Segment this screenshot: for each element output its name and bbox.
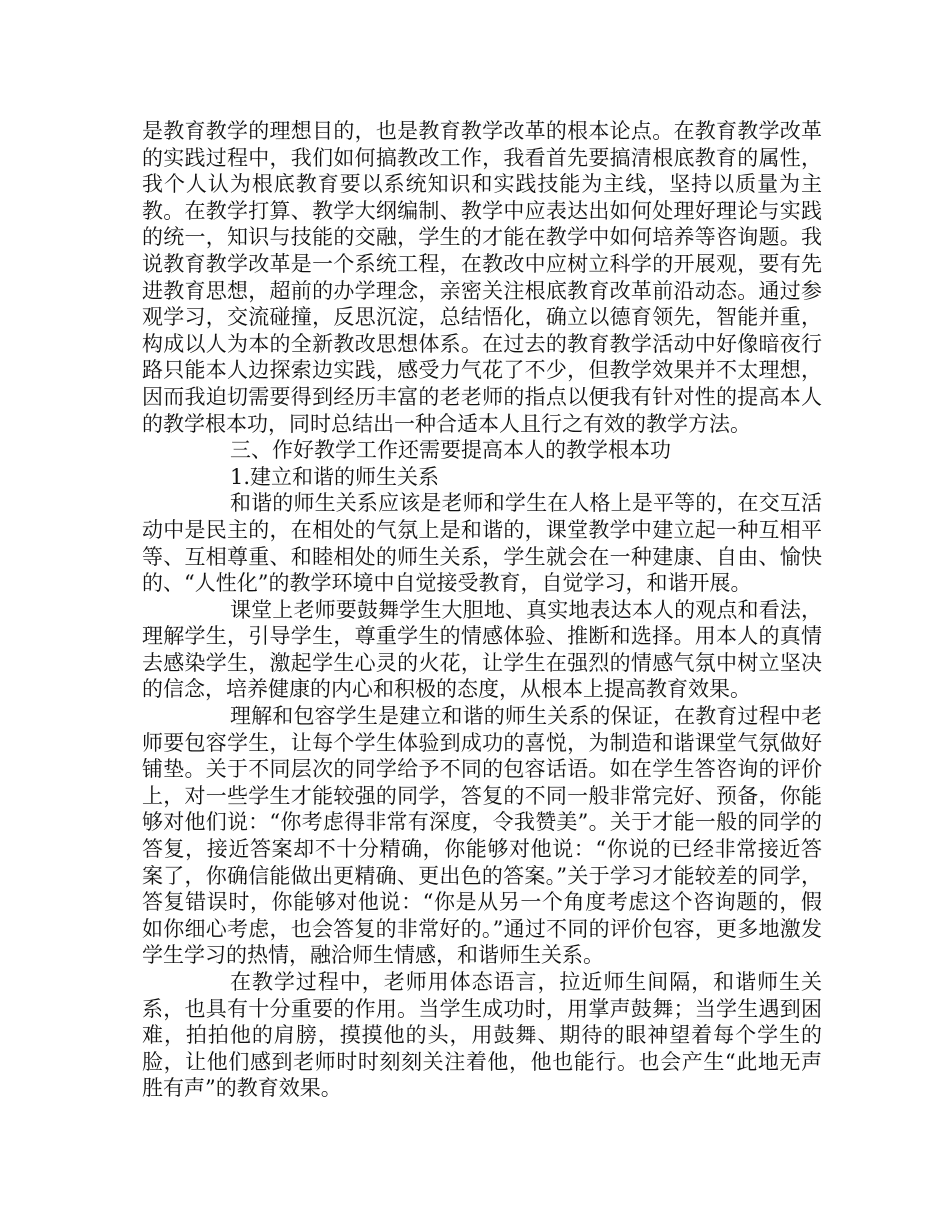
- paragraph-encourage: 课堂上老师要鼓舞学生大胆地、真实地表达本人的观点和看法，理解学生，引导学生，尊重学生的情感体验、推断和选择。用本人的真情去感染学生，激起学生心灵的火花，让学生在强烈的情感气氛中树立坚决的信念，培养健康的内心和积极的态度，从根本上提高教育效果。: [142, 597, 822, 702]
- paragraph-body-language: 在教学过程中，老师用体态语言，拉近师生间隔，和谐师生关系，也具有十分重要的作用。当学生成功时，用掌声鼓舞；当学生遇到困难，拍拍他的肩膀，摸摸他的头，用鼓舞、期待的眼神望着每个学生的脸，让他们感到老师时时刻刻关注着他，他也能行。也会产生“此地无声胜有声”的教育效果。: [142, 970, 822, 1101]
- document-body: [142, 118, 822, 1102]
- paragraph-tolerance: 理解和包容学生是建立和谐的师生关系的保证，在教育过程中老师要包容学生，让每个学生体验到成功的喜悦，为制造和谐课堂气氛做好铺垫。关于不同层次的同学给予不同的包容话语。如在学生答咨询的评价上，对一些学生才能较强的同学，答复的不同一般非常完好、预备，你能够对他们说：“你考虑得非常有深度，令我赞美”。关于才能一般的同学的答复，接近答案却不十分精确，你能够对他说：“你说的已经非常接近答案了，你确信能做出更精确、更出色的答案。”关于学习才能较差的同学，答复错误时，你能够对他说：“你是从另一个角度考虑这个咨询题的，假如你细心考虑，也会答复的非常好的。”通过不同的评价包容，更多地激发学生学习的热情，融洽师生情感，和谐师生关系。: [142, 704, 822, 968]
- section-heading: 三、作好教学工作还需要提高本人的教学根本功: [230, 438, 671, 463]
- subsection-heading: 1.建立和谐的师生关系: [230, 464, 440, 489]
- paragraph-harmony: 和谐的师生关系应该是老师和学生在人格上是平等的，在交互活动中是民主的，在相处的气氛上是和谐的，课堂教学中建立起一种互相平等、互相尊重、和睦相处的师生关系，学生就会在一种建康、自由、愉快的、“人性化”的教学环境中自觉接受教育，自觉学习，和谐开展。: [142, 491, 822, 596]
- paragraph-intro: 是教育教学的理想目的，也是教育教学改革的根本论点。在教育教学改革的实践过程中，我们如何搞教改工作，我看首先要搞清根底教育的属性，我个人认为根底教育要以系统知识和实践技能为主线，坚持以质量为主教。在教学打算、教学大纲编制、教学中应表达出如何处理好理论与实践的统一，知识与技能的交融，学生的才能在教学中如何培养等咨询题。我说教育教学改革是一个系统工程，在教改中应树立科学的开展观，要有先进教育思想，超前的办学理念，亲密关注根底教育改革前沿动态。通过参观学习，交流碰撞，反思沉淀，总结悟化，确立以德育领先，智能并重，构成以人为本的全新教改思想体系。在过去的教育教学活动中好像暗夜行路只能本人边探索边实践，感受力气花了不少，但教学效果并不太理想，因而我迫切需要得到经历丰富的老老师的指点以便我有针对性的提高本人的教学根本功，同时总结出一种合适本人且行之有效的教学方法。: [142, 119, 822, 436]
